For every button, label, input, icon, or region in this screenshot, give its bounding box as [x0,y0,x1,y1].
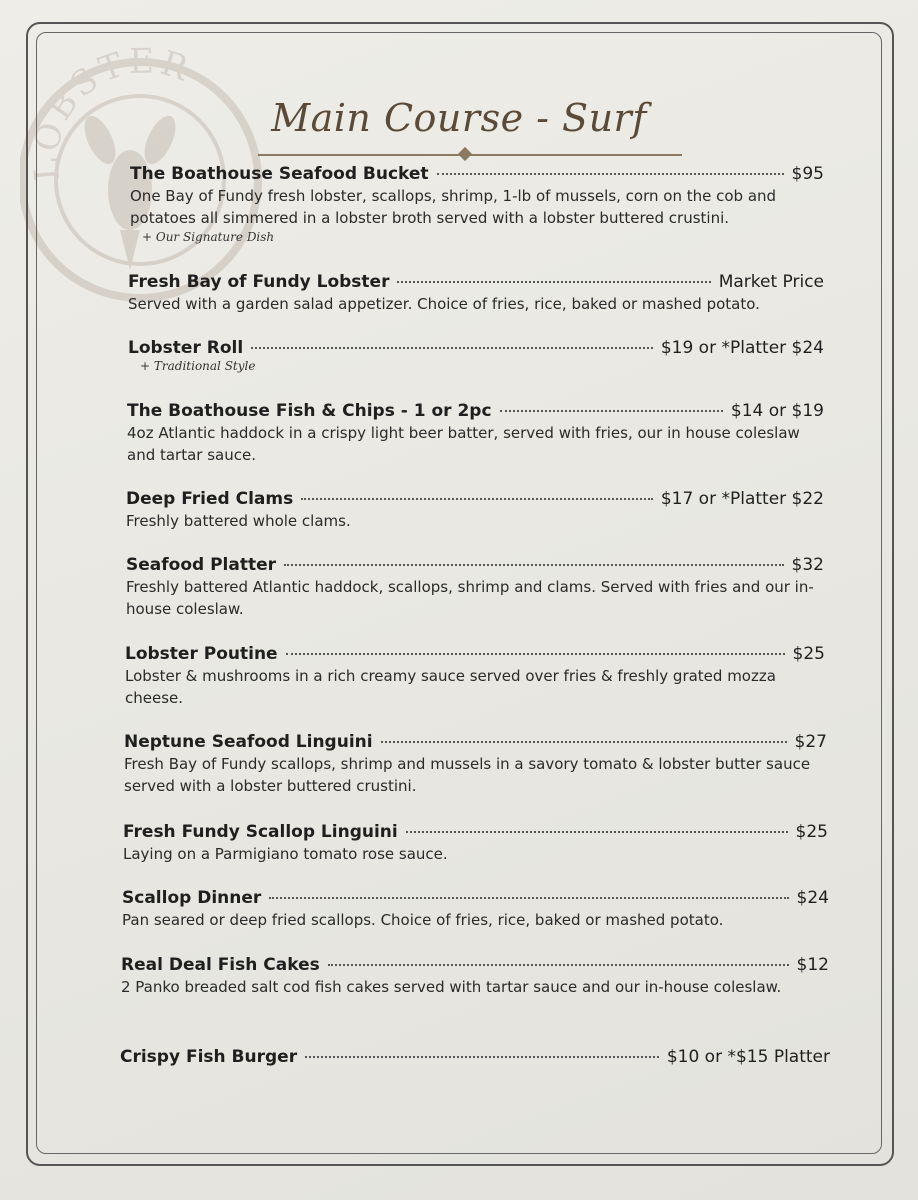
item-description: Freshly battered whole clams. [126,512,351,530]
menu-item [128,338,824,373]
item-description: 4oz Atlantic haddock in a crispy light beer batter, served with fries, our in house coleslaw and tartar sauce. [127,424,800,464]
item-price: $14 or $19 [730,401,824,421]
item-price: $95 [791,164,824,184]
item-price: $19 or *Platter $24 [660,338,824,358]
item-description: Laying on a Parmigiano tomato rose sauce. [123,845,448,863]
dot-leader [328,964,789,966]
menu-item [122,888,829,931]
item-name: Lobster Roll [128,338,244,358]
menu-item [121,955,829,998]
item-price: $12 [796,955,829,975]
item-price: $25 [792,644,825,664]
stamp-text: LOBSTER [25,41,197,183]
dot-leader [381,741,787,743]
dot-leader [500,410,723,412]
dot-leader [286,653,785,655]
dot-leader [269,897,788,899]
item-description: Lobster & mushrooms in a rich creamy sauce served over fries & freshly grated mozza cheese. [125,667,776,707]
item-name: The Boathouse Seafood Bucket [130,164,429,184]
item-price: Market Price [718,272,824,292]
menu-item [123,822,828,865]
item-description: 2 Panko breaded salt cod fish cakes served with tartar sauce and our in-house coleslaw. [121,978,782,996]
item-description: Fresh Bay of Fundy scallops, shrimp and mussels in a savory tomato & lobster butter sauce served with a lobster buttered crustini. [124,755,811,795]
dot-leader [284,564,784,566]
menu-item [128,272,824,315]
item-price: $27 [794,732,827,752]
menu-item [120,1047,830,1067]
dot-leader [301,498,653,500]
item-name: Scallop Dinner [122,888,262,908]
item-note: + Our Signature Dish [142,230,275,244]
menu-item [125,644,825,709]
menu-item [126,489,824,532]
dot-leader [437,173,784,175]
item-name: Real Deal Fish Cakes [121,955,320,975]
item-description: One Bay of Fundy fresh lobster, scallops, shrimp, 1-lb of mussels, corn on the cob and potatoes all simmered in a lobster broth served with a lobster buttered crustini. [130,187,777,227]
menu-item [126,555,824,620]
item-description: Served with a garden salad appetizer. Choice of fries, rice, baked or mashed potato. [128,295,760,313]
item-name: Lobster Poutine [125,644,278,664]
item-price: $24 [796,888,829,908]
menu-item [124,732,827,797]
dot-leader [305,1056,659,1058]
item-price: $32 [791,555,824,575]
item-note: + Traditional Style [140,359,256,373]
item-price: $17 or *Platter $22 [660,489,824,509]
dot-leader [251,347,653,349]
item-description: Pan seared or deep fried scallops. Choice of fries, rice, baked or mashed potato. [122,911,724,929]
item-name: Deep Fried Clams [126,489,294,509]
item-price: $25 [795,822,828,842]
dot-leader [406,831,788,833]
item-price: $10 or *$15 Platter [666,1047,830,1067]
item-description: Freshly battered Atlantic haddock, scallops, shrimp and clams. Served with fries and our in-house coleslaw. [126,578,814,618]
menu-item [130,164,824,244]
dot-leader [397,281,710,283]
item-name: Seafood Platter [126,555,277,575]
item-name: Neptune Seafood Linguini [124,732,373,752]
menu-item [127,401,824,466]
item-name: Crispy Fish Burger [120,1047,298,1067]
item-name: Fresh Fundy Scallop Linguini [123,822,398,842]
page-title: Main Course - Surf [271,96,647,140]
item-name: Fresh Bay of Fundy Lobster [128,272,390,292]
item-name: The Boathouse Fish & Chips - 1 or 2pc [127,401,492,421]
